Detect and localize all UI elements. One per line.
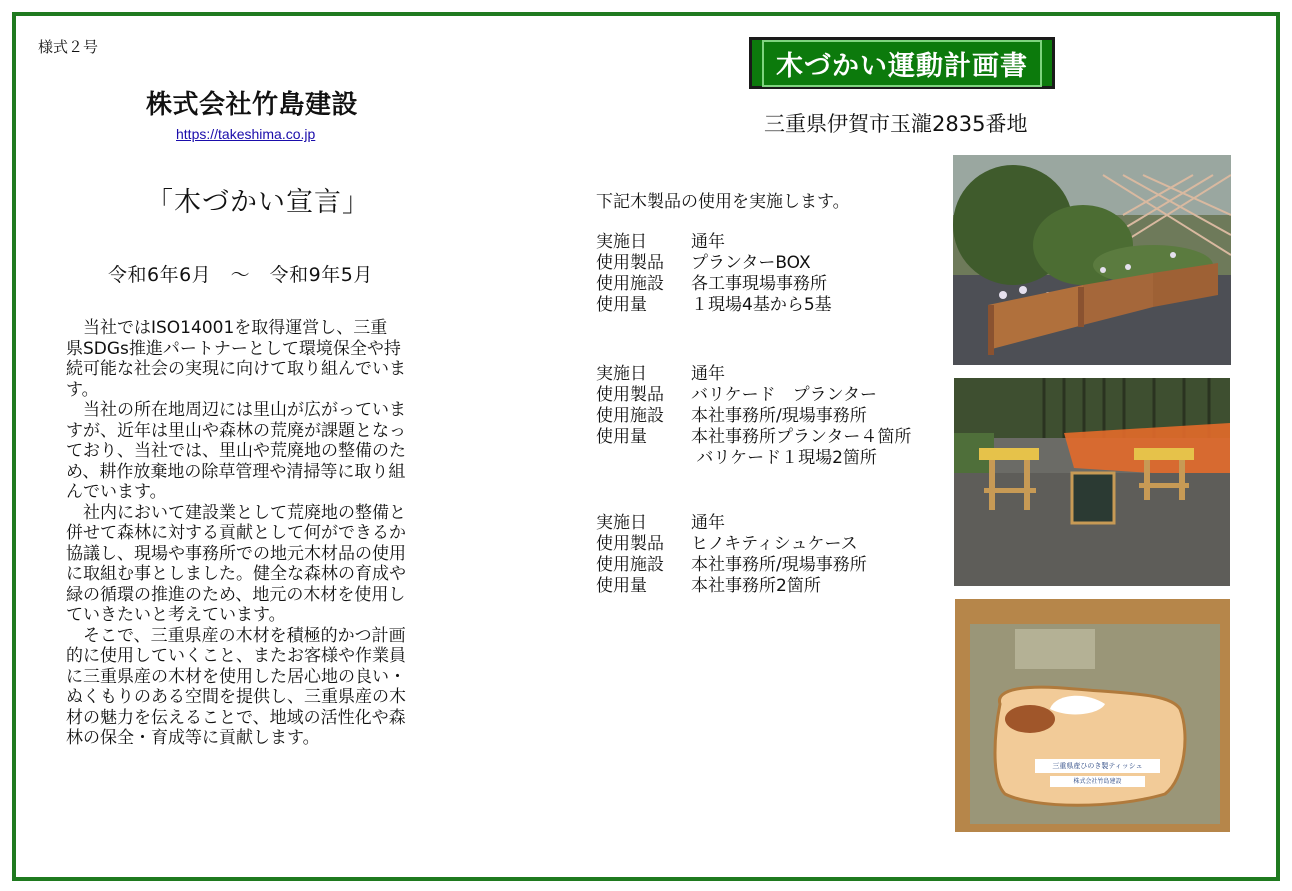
row-label: 使用量 <box>596 576 647 596</box>
planter-box-photo <box>953 155 1231 365</box>
plan-item-barricade <box>596 364 956 469</box>
row-label: 使用製品 <box>596 385 664 405</box>
plan-row <box>596 555 956 576</box>
row-label: 使用量 <box>596 427 647 447</box>
plan-title-box <box>749 37 1055 89</box>
row-label: 実施日 <box>596 364 647 384</box>
row-value: 本社事務所/現場事務所 <box>691 555 867 575</box>
row-label: 使用製品 <box>596 534 664 554</box>
plan-row <box>596 232 956 253</box>
plan-row <box>596 295 956 316</box>
barricade-photo <box>954 378 1230 586</box>
row-label: 使用施設 <box>596 406 664 426</box>
row-value: 本社事務所プランター４箇所 <box>691 427 912 447</box>
declaration-body: 当社ではISO14001を取得運営し、三重 県SDGs推進パートナーとして環境保全や持 続可能な社会の実現に向けて取り組んでいま す。 当社の所在地周辺には里山が広がっていま すが、近年は里山や森林の荒廃が課題となっ ており、当社では、里山や荒廃地の整備のた め、耕作放棄地の除草管理や清掃等に取り組 んでいます。 社内において建設業として荒廃地の整備と 併せて森林に対する貢献として何ができるか 協議し、現場や事務所での地元木材品の使用 に取組む事としました。健全な森林の育成や 緑の循環の推進のため、地元の木材を使用し ていきたいと考えています。 そこで、三重県産の木材を積極的かつ計画 的に使用していくこと、またお客様や作業員 に三重県産の木材を使用した居心地の良い・ ぬくもりのある空間を提供し、三重県産の木 材の魅力を伝えることで、地域の活性化や森 林の保全・育成等に貢献します。 <box>66 318 406 748</box>
plan-address: 三重県伊賀市玉瀧2835番地 <box>764 112 1028 136</box>
row-value: 各工事現場事務所 <box>691 274 827 294</box>
plan-row <box>596 534 956 555</box>
row-label: 使用製品 <box>596 253 664 273</box>
plan-row <box>596 406 956 427</box>
row-value: 本社事務所2箇所 <box>691 576 821 596</box>
company-url-link[interactable]: https://takeshima.co.jp <box>176 126 316 142</box>
row-value: 通年 <box>691 364 725 384</box>
row-value: バリケード プランター <box>691 385 877 405</box>
plan-item-tissue-case <box>596 513 956 597</box>
plan-item-planter-box <box>596 232 956 316</box>
tissue-case-photo <box>955 599 1230 832</box>
row-value: 通年 <box>691 513 725 533</box>
plan-row <box>596 448 956 469</box>
row-value: プランターBOX <box>691 253 811 273</box>
row-label: 使用施設 <box>596 274 664 294</box>
plan-row <box>596 274 956 295</box>
plan-row <box>596 576 956 597</box>
plan-row <box>596 253 956 274</box>
plan-row <box>596 364 956 385</box>
row-value: 本社事務所/現場事務所 <box>691 406 867 426</box>
row-label <box>596 448 691 469</box>
company-name: 株式会社竹島建設 <box>146 90 359 120</box>
plan-row <box>596 427 956 448</box>
row-value: 通年 <box>691 232 725 252</box>
row-value: １現場4基から5基 <box>691 295 832 315</box>
row-label: 実施日 <box>596 513 647 533</box>
plan-intro: 下記木製品の使用を実施します。 <box>596 192 850 212</box>
row-value: ヒノキティシュケース <box>691 534 858 554</box>
tissue-case-company-label: 株式会社竹島建設 <box>1073 778 1122 785</box>
declaration-period: 令和6年6月 ～ 令和9年5月 <box>108 264 373 286</box>
plan-row <box>596 385 956 406</box>
row-label: 実施日 <box>596 232 647 252</box>
declaration-title: 「木づかい宣言」 <box>146 187 370 218</box>
tissue-case-label: 三重県産ひのき製ティッシュ <box>1052 762 1143 770</box>
plan-row <box>596 513 956 534</box>
row-label: 使用施設 <box>596 555 664 575</box>
form-number: 様式２号 <box>38 38 99 56</box>
row-label: 使用量 <box>596 295 647 315</box>
row-value: バリケード１現場2箇所 <box>691 448 877 468</box>
plan-title: 木づかい運動計画書 <box>762 40 1042 87</box>
